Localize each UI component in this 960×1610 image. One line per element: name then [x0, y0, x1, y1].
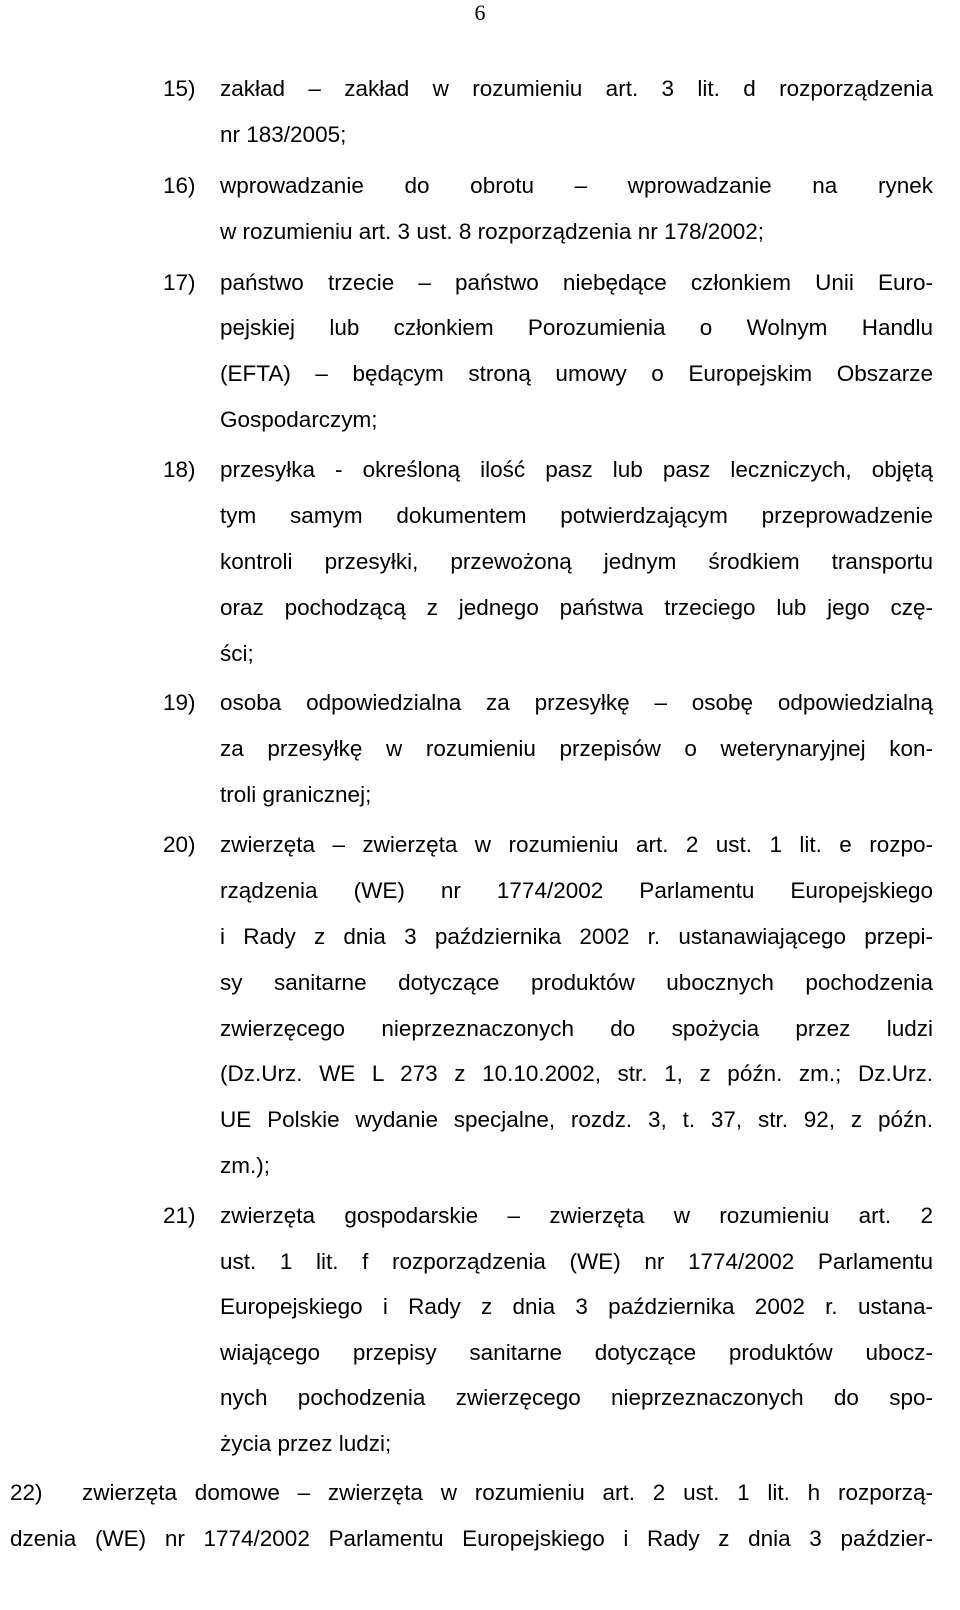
- definition-text-line: ści;: [220, 641, 254, 666]
- definition-number: 21): [163, 1203, 196, 1228]
- definition-text-line: państwo trzecie – państwo niebędące członkiem Unii Euro-: [220, 270, 933, 295]
- definition-text-line: sy sanitarne dotyczące produktów ubocznych pochodzenia: [220, 970, 933, 995]
- definition-text-line: (Dz.Urz. WE L 273 z 10.10.2002, str. 1, z późn. zm.; Dz.Urz.: [220, 1061, 933, 1086]
- definition-text-line: wiającego przepisy sanitarne dotyczące produktów ubocz-: [220, 1340, 933, 1365]
- definition-text-line: kontroli przesyłki, przewożoną jednym środkiem transportu: [220, 549, 933, 574]
- definition-text-line: UE Polskie wydanie specjalne, rozdz. 3, t. 37, str. 92, z późn.: [220, 1107, 933, 1132]
- definition-text-line: w rozumieniu art. 3 ust. 8 rozporządzenia nr 178/2002;: [220, 219, 765, 244]
- definition-number: 17): [163, 270, 196, 295]
- definition-text-line: (EFTA) – będącym stroną umowy o Europejskim Obszarze: [220, 361, 933, 386]
- definition-number: 18): [163, 457, 196, 482]
- definition-text-line: pejskiej lub członkiem Porozumienia o Wolnym Handlu: [220, 315, 933, 340]
- definition-text-line: zwierzęta – zwierzęta w rozumieniu art. 2 ust. 1 lit. e rozpo-: [220, 832, 933, 857]
- definition-text-line: i Rady z dnia 3 października 2002 r. ustanawiającego przepi-: [220, 924, 933, 949]
- definition-number: 16): [163, 173, 196, 198]
- definition-text-line: oraz pochodzącą z jednego państwa trzeciego lub jego czę-: [220, 595, 933, 620]
- definition-number: 20): [163, 832, 196, 857]
- definition-text-line: osoba odpowiedzialna za przesyłkę – osobę odpowiedzialną: [220, 690, 933, 715]
- definition-text-line: dzenia (WE) nr 1774/2002 Parlamentu Europejskiego i Rady z dnia 3 paździer-: [10, 1526, 933, 1551]
- definition-text-line: troli granicznej;: [220, 782, 372, 807]
- definition-number: 15): [163, 76, 196, 101]
- definition-text-line: zakład – zakład w rozumieniu art. 3 lit. d rozporządzenia: [220, 76, 933, 101]
- definition-number: 22): [10, 1480, 43, 1505]
- definition-text-line: Gospodarczym;: [220, 407, 378, 432]
- page-number: 6: [474, 0, 486, 25]
- definition-text-line: zwierzęta domowe – zwierzęta w rozumieniu art. 2 ust. 1 lit. h rozporzą-: [82, 1480, 933, 1505]
- definition-text-line: za przesyłkę w rozumieniu przepisów o weterynaryjnej kon-: [220, 736, 933, 761]
- definition-text-line: rządzenia (WE) nr 1774/2002 Parlamentu Europejskiego: [220, 878, 933, 903]
- definition-text-line: życia przez ludzi;: [220, 1431, 392, 1456]
- definition-number: 19): [163, 690, 196, 715]
- definition-text-line: wprowadzanie do obrotu – wprowadzanie na rynek: [220, 173, 933, 198]
- definition-text-line: zwierzęcego nieprzeznaczonych do spożycia przez ludzi: [220, 1016, 933, 1041]
- definition-text-line: zm.);: [220, 1153, 270, 1178]
- definition-text-line: przesyłka - określoną ilość pasz lub pasz leczniczych, objętą: [220, 457, 933, 482]
- definition-text-line: tym samym dokumentem potwierdzającym przeprowadzenie: [220, 503, 933, 528]
- definition-text-line: Europejskiego i Rady z dnia 3 października 2002 r. ustana-: [220, 1294, 933, 1319]
- definition-text-line: nych pochodzenia zwierzęcego nieprzeznaczonych do spo-: [220, 1385, 933, 1410]
- definition-text-line: nr 183/2005;: [220, 122, 347, 147]
- definition-text-line: ust. 1 lit. f rozporządzenia (WE) nr 1774/2002 Parlamentu: [220, 1249, 933, 1274]
- definition-text-line: zwierzęta gospodarskie – zwierzęta w rozumieniu art. 2: [220, 1203, 933, 1228]
